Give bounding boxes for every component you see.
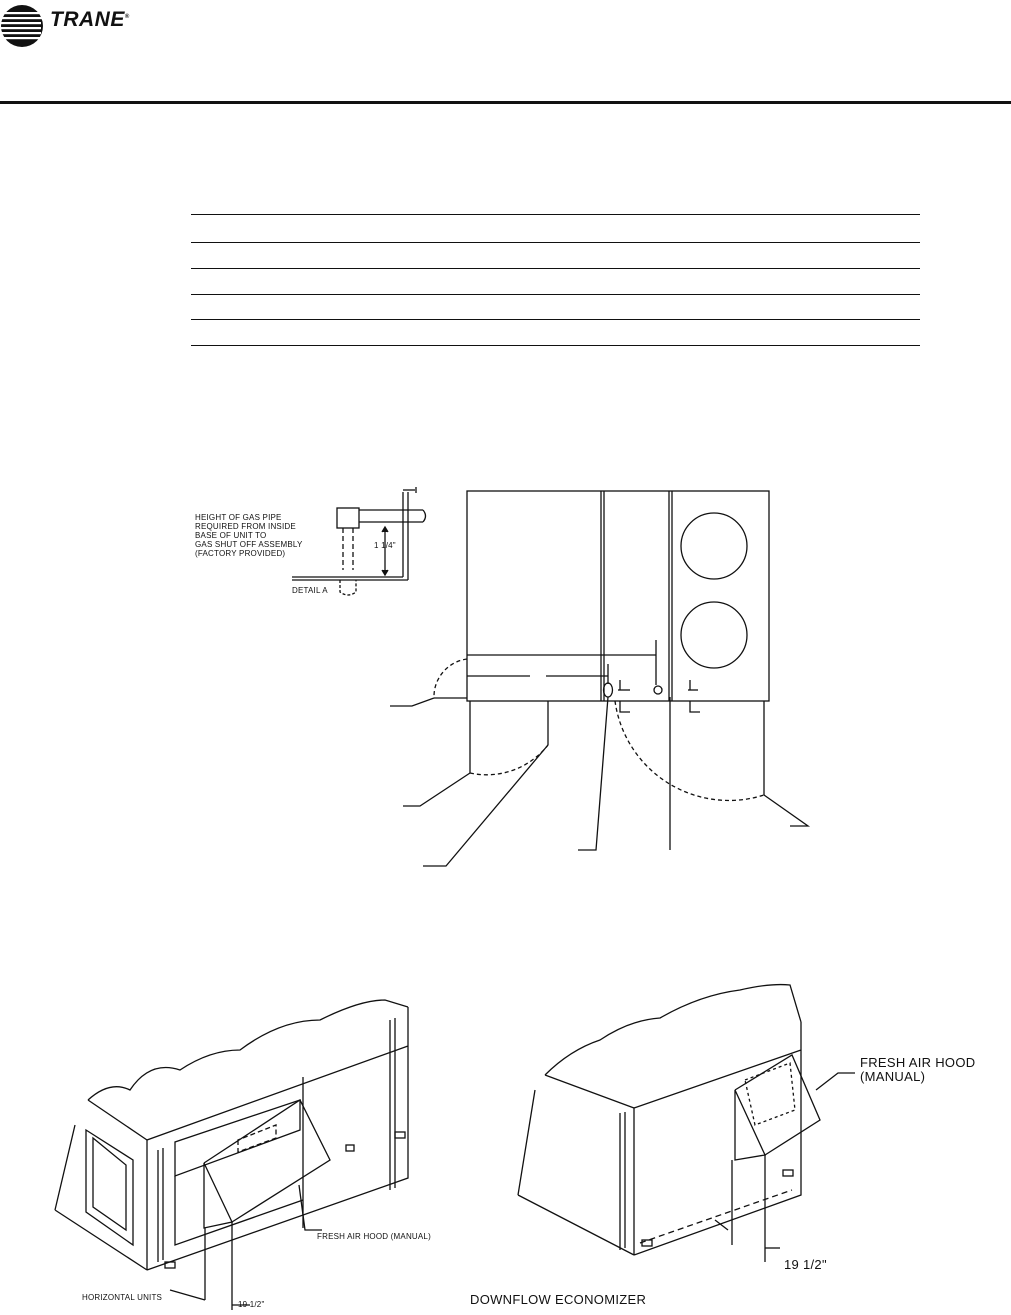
downflow-unit-drawing <box>518 985 855 1262</box>
detail-a-dimension: 1 1/4" <box>374 541 396 550</box>
horizontal-dimension: 19 1/2" <box>238 1300 265 1309</box>
downflow-hood-label: FRESH AIR HOOD (MANUAL) <box>860 1055 976 1084</box>
detail-a-drawing <box>292 487 426 595</box>
detail-a-note: HEIGHT OF GAS PIPE REQUIRED FROM INSIDE BASE OF UNIT TO GAS SHUT OFF ASSEMBLY (FACTORY PROVIDED) <box>195 513 303 558</box>
horizontal-caption: HORIZONTAL UNITS <box>82 1293 163 1302</box>
horizontal-hood-label: FRESH AIR HOOD (MANUAL) <box>317 1232 431 1241</box>
horizontal-unit-drawing <box>55 1000 408 1310</box>
brand-name: TRANE® <box>50 8 130 31</box>
detail-a-label: DETAIL A <box>292 586 328 595</box>
unit-plan-view <box>390 491 808 866</box>
downflow-caption: DOWNFLOW ECONOMIZER <box>470 1292 647 1307</box>
downflow-dimension: 19 1/2" <box>784 1257 827 1272</box>
